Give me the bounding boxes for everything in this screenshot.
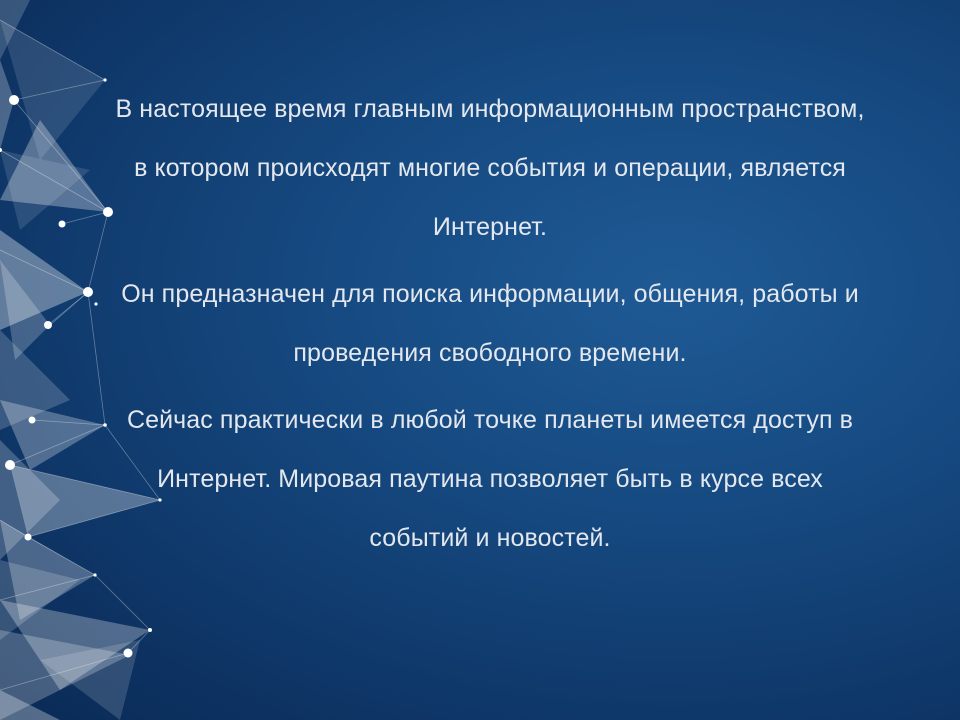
paragraph-internet-access: Сейчас практически в любой точке планеты имеется доступ в Интернет. Мировая паутина позволяет быть в курсе всех событий и новостей.: [126, 406, 854, 552]
slide-text-block: [110, 80, 870, 576]
paragraph-internet-space: В настоящее время главным информационным пространством, в котором происходят многие события и операции, является Интернет.: [115, 95, 865, 241]
paragraph-internet-purpose: Он предназначен для поиска информации, общения, работы и проведения свободного времени.: [121, 280, 859, 367]
